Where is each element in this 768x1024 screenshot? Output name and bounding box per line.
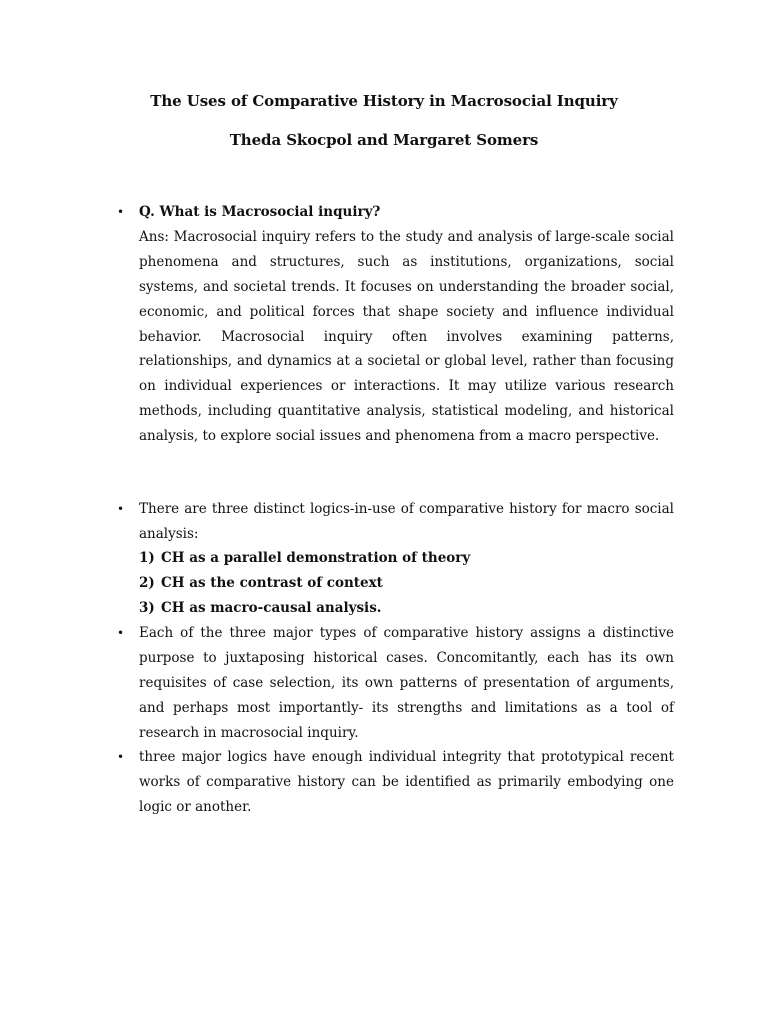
bullet-icon: • <box>117 502 125 516</box>
logic-text: CH as the contrast of context <box>161 574 383 591</box>
logics-intro-text: There are three distinct logics-in-use of comparative history for macro social analysis: <box>139 501 674 542</box>
list-item <box>110 621 674 746</box>
types-bullet <box>110 621 674 746</box>
integrity-bullet <box>110 745 674 820</box>
list-number: 1) <box>139 550 155 566</box>
list-item <box>139 571 674 596</box>
answer-text: Ans: Macrosocial inquiry refers to the study and analysis of large-scale social phenomena and structures, such as institutions, organizations, social systems, and societal trends. It focuses on understanding the broader social, economic, and political forces that shape society and influence individual behavior. Macrosocial inquiry often involves examining patterns, relationships, and dynamics at a societal or global level, rather than focusing on individual experiences or interactions. It may utilize various research methods, including quantitative analysis, statistical modeling, and historical analysis, to explore social issues and phenomena from a macro perspective. <box>139 228 674 445</box>
document-authors: Theda Skocpol and Margaret Somers <box>229 131 539 149</box>
list-item <box>110 200 674 449</box>
list-item <box>139 546 674 571</box>
types-text: Each of the three major types of comparative history assigns a distinctive purpose to juxtaposing historical cases. Concomitantly, each has its own requisites of case selection, its own patterns of presentation of arguments, and perhaps most importantly- its strengths and limitations as a tool of research in macrosocial inquiry. <box>139 625 674 741</box>
logic-text: CH as macro-causal analysis. <box>161 599 382 616</box>
list-item <box>110 745 674 820</box>
logic-text: CH as a parallel demonstration of theory <box>161 550 471 566</box>
document-title: The Uses of Comparative History in Macrosocial Inquiry <box>150 92 618 110</box>
list-number: 2) <box>139 574 155 591</box>
integrity-text: three major logics have enough individual integrity that prototypical recent works of comparative history can be identified as primarily embodying one logic or another. <box>139 749 674 815</box>
bullet-icon: • <box>117 750 125 764</box>
logics-numbered-list <box>139 546 674 621</box>
bullet-icon: • <box>117 205 125 219</box>
list-item <box>110 497 674 547</box>
bullet-icon: • <box>117 626 125 640</box>
list-number: 3) <box>139 599 155 616</box>
logics-bullet <box>110 497 674 547</box>
question-bullet <box>110 200 674 449</box>
question-text: Q. What is Macrosocial inquiry? <box>139 204 381 220</box>
list-item <box>139 596 674 621</box>
